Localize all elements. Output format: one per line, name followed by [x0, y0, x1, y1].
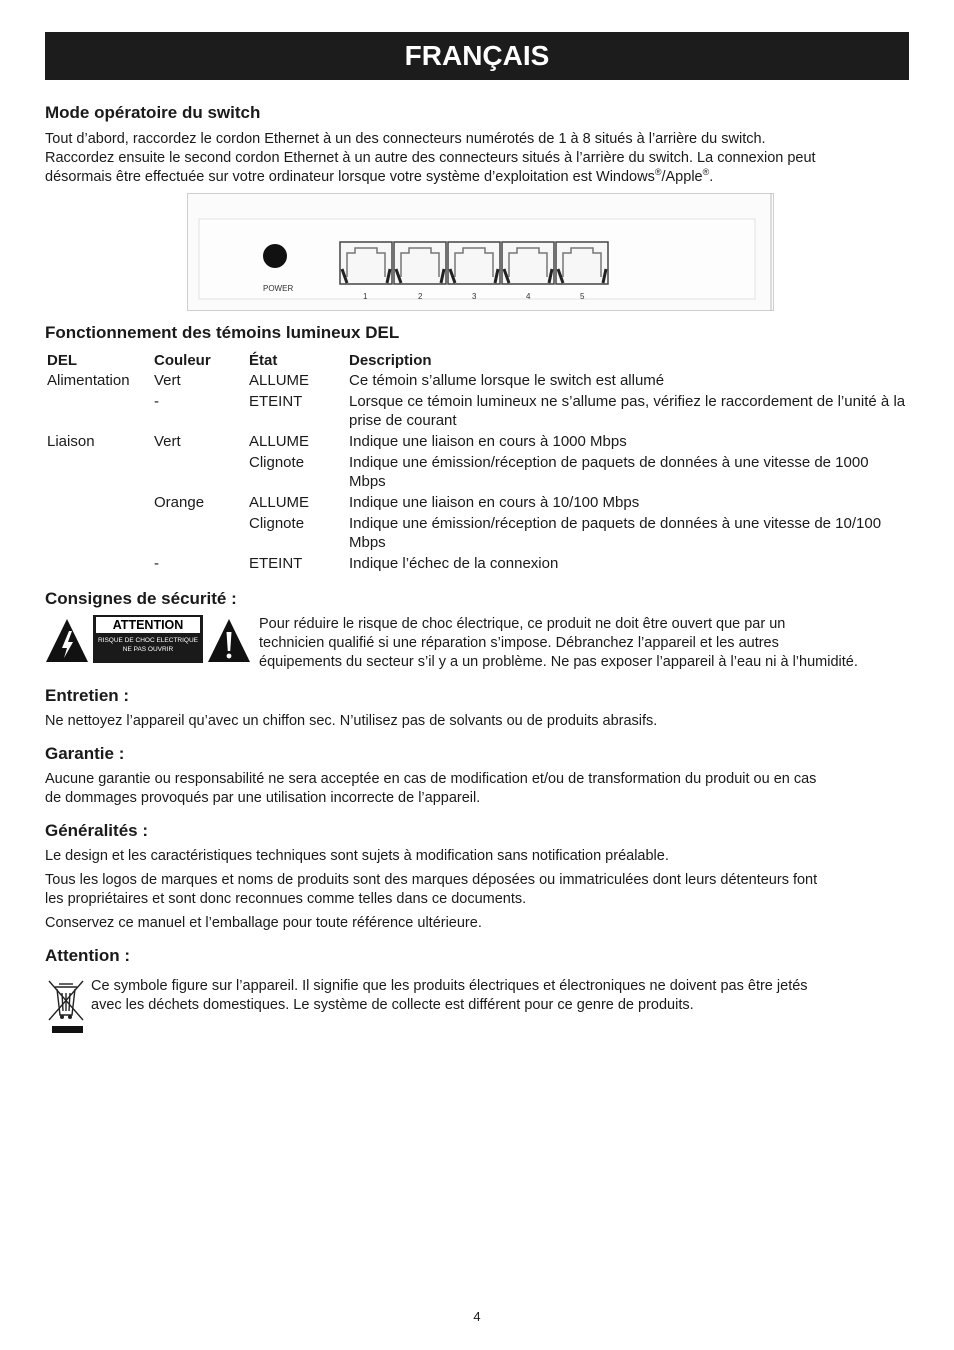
- attention-sub-line-1: RISQUE DE CHOC ELECTRIQUE: [97, 637, 199, 644]
- mode-line-1: Tout d’abord, raccordez le cordon Ethernet à un des connecteurs numérotés de 1 à 8 situés à l’arrière du switch.: [45, 131, 766, 147]
- maintenance-heading: Entretien :: [45, 686, 130, 705]
- attention-title: ATTENTION: [96, 617, 200, 633]
- switch-back-panel-image: [187, 193, 775, 311]
- registered-mark-2: ®: [702, 167, 710, 178]
- warranty-heading: Garantie :: [45, 744, 125, 763]
- port-label-1: 1: [363, 292, 368, 301]
- warranty-text: [45, 770, 910, 808]
- mode-line-2: Raccordez ensuite le second cordon Ethernet à un autre des connecteurs situés à l’arrière du switch. La connexion peut: [45, 150, 816, 166]
- weee-crossed-bin-icon: [47, 978, 85, 1036]
- safety-line-3: équipements du secteur s’il y a un problème. Ne pas exposer l’appareil à l’eau ni à l’humidité.: [259, 654, 858, 670]
- table-row: [45, 554, 911, 575]
- attention-sub-line-2: NE PAS OUVRIR: [122, 646, 174, 653]
- cell-description: Indique une émission/réception de paquets de données à une vitesse de 1000 Mbps: [349, 454, 869, 490]
- attention-line-1: Ce symbole figure sur l’appareil. Il signifie que les produits électriques et électroniques ne doivent pas être jetés: [91, 978, 808, 994]
- cell-del: [45, 514, 152, 554]
- general-paragraph-2: [45, 871, 910, 909]
- mode-heading: Mode opératoire du switch: [45, 103, 261, 122]
- exclamation-warning-icon: [207, 617, 251, 663]
- header-del: DEL: [47, 352, 77, 369]
- mode-period: .: [709, 169, 714, 185]
- attention-line-2: avec les déchets domestiques. Le système de collecte est différent pour ce genre de produits.: [91, 997, 694, 1013]
- attention-subtitle: [93, 636, 203, 654]
- header-etat: État: [249, 352, 278, 369]
- cell-etat: ETEINT: [249, 555, 303, 572]
- port-label-3: 3: [472, 292, 477, 301]
- ethernet-port-4: [502, 242, 554, 284]
- cell-description: Indique l’échec de la connexion: [349, 555, 559, 572]
- cell-description: Indique une émission/réception de paquets de données à une vitesse de 10/100 Mbps: [349, 515, 882, 551]
- cell-etat: Clignote: [249, 515, 305, 532]
- general-paragraph-3: Conservez ce manuel et l’emballage pour toute référence ultérieure.: [45, 915, 482, 931]
- cell-del: Liaison: [47, 433, 95, 450]
- safety-heading: Consignes de sécurité :: [45, 589, 237, 608]
- ethernet-port-3: [448, 242, 500, 284]
- electric-shock-warning-icon: [45, 617, 89, 663]
- safety-line-2: technicien qualifié si une réparation s’impose. Débranchez l’appareil et les autres: [259, 635, 779, 651]
- led-heading: Fonctionnement des témoins lumineux DEL: [45, 323, 400, 342]
- cell-description: Lorsque ce témoin lumineux ne s’allume pas, vérifiez le raccordement de l’unité à la prise de courant: [349, 393, 906, 429]
- table-row: [45, 493, 911, 514]
- port-label-4: 4: [526, 292, 531, 301]
- cell-couleur: [152, 453, 247, 493]
- table-row: [45, 432, 911, 453]
- port-label-2: 2: [418, 292, 423, 301]
- maintenance-text: Ne nettoyez l’appareil qu’avec un chiffon sec. N’utilisez pas de solvants ou de produits abrasifs.: [45, 713, 658, 729]
- cell-couleur: Orange: [154, 494, 205, 511]
- led-table: [45, 351, 911, 575]
- page-number: 4: [473, 1309, 481, 1324]
- cell-couleur: [152, 514, 247, 554]
- ethernet-port-2: [394, 242, 446, 284]
- cell-del: [45, 392, 152, 432]
- table-row: [45, 514, 911, 554]
- safety-text: [259, 615, 914, 672]
- port-label-5: 5: [580, 292, 585, 301]
- cell-etat: Clignote: [249, 454, 305, 471]
- cell-couleur: -: [154, 393, 159, 410]
- warranty-line-1: Aucune garantie ou responsabilité ne sera acceptée en cas de modification et/ou de transformation du produit ou en cas: [45, 771, 817, 787]
- header-couleur: Couleur: [154, 352, 211, 369]
- header-description: Description: [349, 352, 432, 369]
- cell-description: Ce témoin s’allume lorsque le switch est allumé: [349, 372, 665, 389]
- safety-line-1: Pour réduire le risque de choc électrique, ce produit ne doit être ouvert que par un: [259, 616, 786, 632]
- cell-del: [45, 453, 152, 493]
- cell-etat: ALLUME: [249, 372, 310, 389]
- general-p2-line-1: Tous les logos de marques et noms de produits sont des marques déposées ou immatriculées dont leurs détenteurs font: [45, 872, 818, 888]
- cell-description: Indique une liaison en cours à 1000 Mbps: [349, 433, 627, 450]
- cell-etat: ALLUME: [249, 494, 310, 511]
- power-button-icon: [263, 244, 287, 268]
- general-p2-line-2: les propriétaires et sont donc reconnues comme telles dans ce documents.: [45, 891, 527, 907]
- attention-warning-label: [45, 615, 251, 663]
- mode-line-3: désormais être effectuée sur votre ordinateur lorsque votre système d’exploitation est Windows: [45, 169, 655, 185]
- ethernet-port-1: [340, 242, 392, 284]
- apple-text: /Apple: [661, 169, 703, 185]
- power-label: POWER: [263, 284, 294, 293]
- cell-etat: ALLUME: [249, 433, 310, 450]
- table-header-row: [45, 351, 911, 371]
- cell-del: [45, 493, 152, 514]
- general-paragraph-1: Le design et les caractéristiques techniques sont sujets à modification sans notification préalable.: [45, 848, 669, 864]
- warranty-line-2: de dommages provoqués par une utilisation incorrecte de l’appareil.: [45, 790, 481, 806]
- cell-couleur: Vert: [154, 433, 181, 450]
- general-heading: Généralités :: [45, 821, 148, 840]
- cell-description: Indique une liaison en cours à 10/100 Mbps: [349, 494, 640, 511]
- cell-del: [45, 554, 152, 575]
- cell-couleur: Vert: [154, 372, 181, 389]
- cell-etat: ETEINT: [249, 393, 303, 410]
- attention-heading: Attention :: [45, 946, 130, 965]
- registered-mark: ®: [654, 167, 662, 178]
- mode-paragraph: [45, 130, 910, 187]
- table-row: [45, 371, 911, 392]
- language-banner: FRANÇAIS: [45, 32, 909, 80]
- attention-box: [93, 615, 203, 663]
- cell-del: Alimentation: [47, 372, 130, 389]
- cell-couleur: -: [154, 555, 159, 572]
- table-row: [45, 453, 911, 493]
- ethernet-port-5: [556, 242, 608, 284]
- attention-text: [91, 977, 911, 1015]
- table-row: [45, 392, 911, 432]
